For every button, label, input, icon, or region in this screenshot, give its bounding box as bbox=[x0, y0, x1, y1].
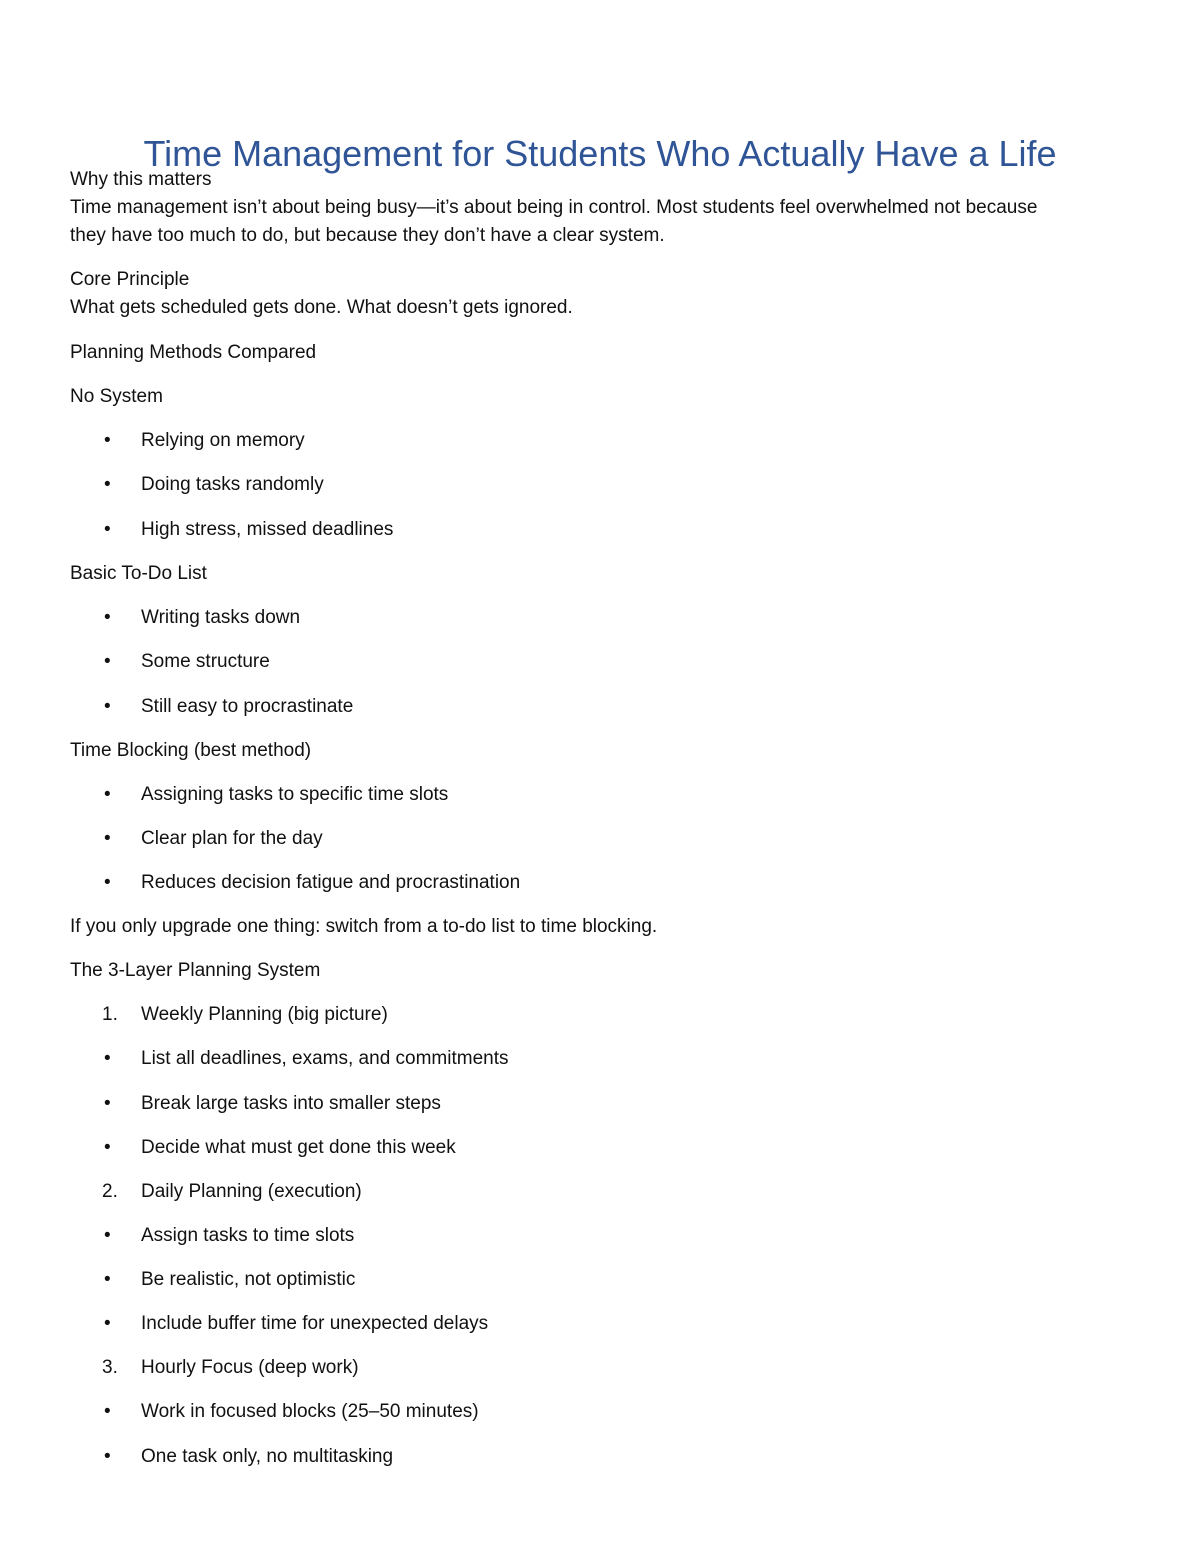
list-item: List all deadlines, exams, and commitments bbox=[141, 1048, 509, 1069]
list-item: Decide what must get done this week bbox=[141, 1137, 456, 1158]
list-item: Break large tasks into smaller steps bbox=[141, 1093, 441, 1114]
hourly-focus-label: Hourly Focus (deep work) bbox=[141, 1357, 359, 1378]
methods-heading: Planning Methods Compared bbox=[70, 342, 317, 363]
bullet-icon: • bbox=[104, 1269, 111, 1290]
bullet-icon: • bbox=[104, 1313, 111, 1334]
list-item: Relying on memory bbox=[141, 430, 305, 451]
bullet-icon: • bbox=[104, 872, 111, 893]
list-item: One task only, no multitasking bbox=[141, 1446, 394, 1467]
core-heading: Core Principle bbox=[70, 269, 190, 290]
blocking-heading: Time Blocking (best method) bbox=[70, 740, 312, 761]
bullet-icon: • bbox=[104, 784, 111, 805]
list-item: Some structure bbox=[141, 651, 270, 672]
bullet-icon: • bbox=[104, 696, 111, 717]
list-item: Include buffer time for unexpected delays bbox=[141, 1313, 489, 1334]
bullet-icon: • bbox=[104, 1225, 111, 1246]
list-item: Be realistic, not optimistic bbox=[141, 1269, 356, 1290]
no-system-heading: No System bbox=[70, 386, 163, 407]
bullet-icon: • bbox=[104, 607, 111, 628]
daily-planning-label: Daily Planning (execution) bbox=[141, 1181, 362, 1202]
bullet-icon: • bbox=[104, 519, 111, 540]
list-item: Work in focused blocks (25–50 minutes) bbox=[141, 1401, 479, 1422]
bullet-icon: • bbox=[104, 828, 111, 849]
list-item: Clear plan for the day bbox=[141, 828, 323, 849]
bullet-icon: • bbox=[104, 1093, 111, 1114]
list-item: Doing tasks randomly bbox=[141, 474, 324, 495]
bullet-icon: • bbox=[104, 474, 111, 495]
bullet-icon: • bbox=[104, 430, 111, 451]
bullet-icon: • bbox=[104, 1048, 111, 1069]
list-item: High stress, missed deadlines bbox=[141, 519, 394, 540]
list-item: Assign tasks to time slots bbox=[141, 1225, 355, 1246]
why-text-line-2: they have too much to do, but because they don’t have a clear system. bbox=[70, 225, 665, 246]
list-item: Assigning tasks to specific time slots bbox=[141, 784, 449, 805]
upgrade-tip: If you only upgrade one thing: switch from a to-do list to time blocking. bbox=[70, 916, 658, 937]
bullet-icon: • bbox=[104, 1137, 111, 1158]
list-item: Writing tasks down bbox=[141, 607, 301, 628]
todo-heading: Basic To-Do List bbox=[70, 563, 207, 584]
why-text-line-1: Time management isn’t about being busy—it’s about being in control. Most students feel overwhelmed not because bbox=[70, 197, 1038, 218]
bullet-icon: • bbox=[104, 651, 111, 672]
why-heading: Why this matters bbox=[70, 169, 212, 190]
core-text: What gets scheduled gets done. What doesn’t gets ignored. bbox=[70, 297, 573, 318]
bullet-icon: • bbox=[104, 1401, 111, 1422]
weekly-planning-label: Weekly Planning (big picture) bbox=[141, 1004, 388, 1025]
list-item: Still easy to procrastinate bbox=[141, 696, 354, 717]
list-number: 1. bbox=[102, 1004, 118, 1025]
list-item: Reduces decision fatigue and procrastination bbox=[141, 872, 521, 893]
system-heading: The 3-Layer Planning System bbox=[70, 960, 321, 981]
list-number: 2. bbox=[102, 1181, 118, 1202]
list-number: 3. bbox=[102, 1357, 118, 1378]
page-title: Time Management for Students Who Actually Have a Life bbox=[143, 133, 1057, 175]
bullet-icon: • bbox=[104, 1446, 111, 1467]
